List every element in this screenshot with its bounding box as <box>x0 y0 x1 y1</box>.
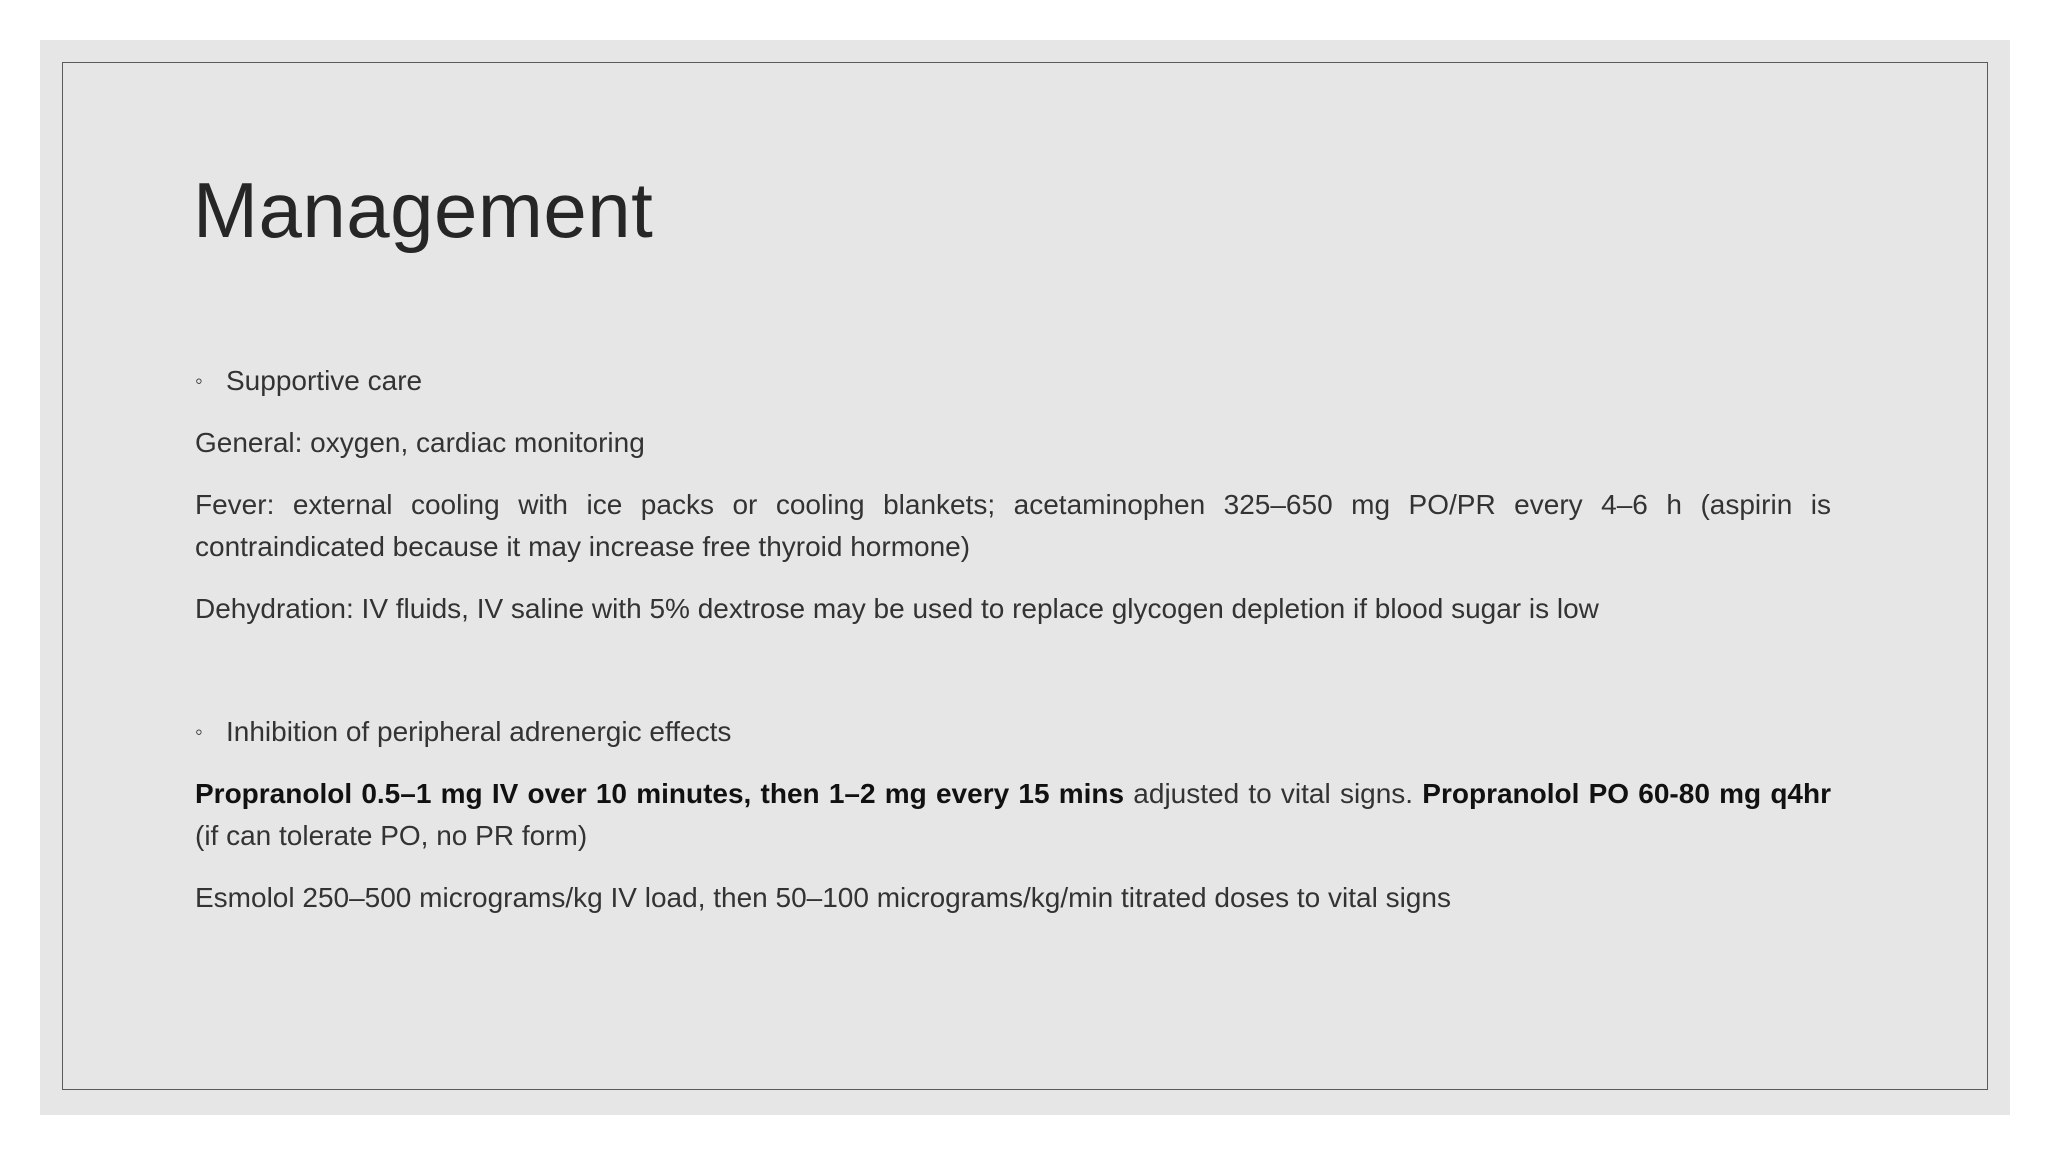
slide-title: Management <box>193 166 654 254</box>
propranolol-iv-dose: Propranolol 0.5–1 mg IV over 10 minutes, then 1–2 mg every 15 mins <box>195 778 1125 809</box>
bullet-text: Inhibition of peripheral adrenergic effects <box>226 716 732 747</box>
paragraph-propranolol <box>195 773 1831 857</box>
section-spacer <box>195 650 1831 711</box>
paragraph-dehydration: Dehydration: IV fluids, IV saline with 5% dextrose may be used to replace glycogen depletion if blood sugar is low <box>195 593 1599 624</box>
paragraph-general: General: oxygen, cardiac monitoring <box>195 427 645 458</box>
bullet-adrenergic-inhibition <box>195 711 1831 753</box>
bullet-text: Supportive care <box>226 365 423 396</box>
paragraph-fever: Fever: external cooling with ice packs or cooling blankets; acetaminophen 325–650 mg PO/PR every 4–6 h (aspirin is contraindicated because it may increase free thyroid hormone) <box>195 489 1831 562</box>
propranolol-po-dose: Propranolol PO 60-80 mg q4hr <box>1422 778 1831 809</box>
bullet-marker-icon: ◦ <box>195 719 203 744</box>
bullet-supportive-care <box>195 360 1831 402</box>
propranolol-note: (if can tolerate PO, no PR form) <box>195 820 588 851</box>
bullet-marker-icon: ◦ <box>195 368 203 393</box>
paragraph-esmolol: Esmolol 250–500 micrograms/kg IV load, then 50–100 micrograms/kg/min titrated doses to vital signs <box>195 882 1451 913</box>
propranolol-adjust-text: adjusted to vital signs. <box>1124 778 1423 809</box>
slide-content <box>195 360 1831 939</box>
